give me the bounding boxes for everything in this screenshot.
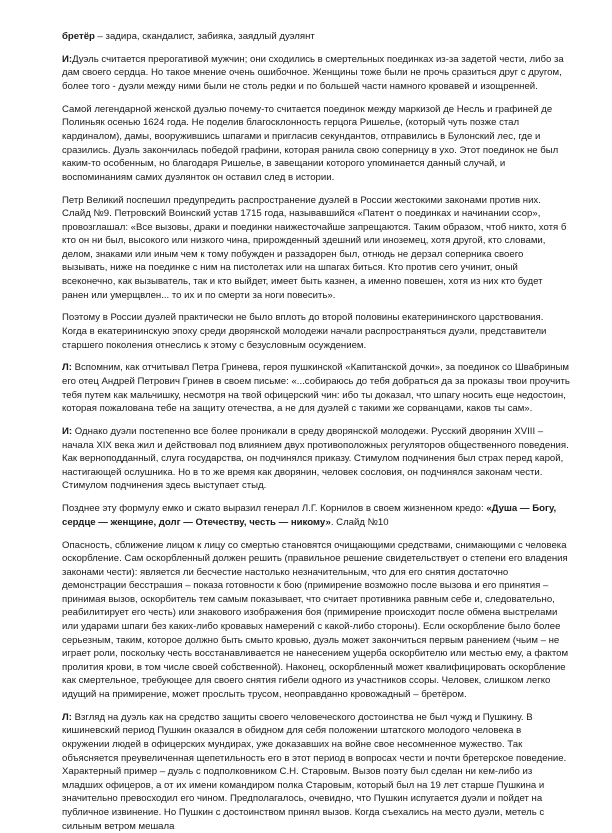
paragraph <box>62 711 570 833</box>
paragraph-text: Опасность, сближение лицом к лицу со смертью становятся очищающими средствами, снимающими с человека оскорбление. Сам оскорбленный должен решить (правильное решение свидетельствует о степени его владения законами чести): является ли бесчестие настолько незначительным, что для его снятия достаточно демонстрации бесстрашия – показа готовности к бою (примирение возможно после вызова и его принятия – принимая вызов, оскорбитель тем самым показывает, что считает противника равным себе и, следовательно, реабилитирует его честь) или знакового изображения боя (примирение происходит после обмена выстрелами или ударами шпаги без каких-либо кровавых намерений с какой-либо стороны). Если оскорбление было более серьезным, таким, которое должно быть смыто кровью, дуэль может закончиться первым ранением (чьим – не играет роли, поскольку честь восстанавливается не нанесением ущерба оскорбителю или местью ему, а фактом пролития крови, в том числе своей собственной). Наконец, оскорбленный может квалифицировать оскорбление как смертельное, требующее для своего снятия гибели одного из участников ссоры. Человек, слишком легко идущий на примирение, может прослыть трусом, неоправданно кровожадный – бретёром. <box>62 539 569 701</box>
speaker-label: И: <box>62 425 73 437</box>
paragraph-text: Самой легендарной женской дуэлью почему-то считается поединок между маркизой де Несль и графиней де Полиньяк осенью 1624 года. Не поделив благосклонность герцога Ришелье, (который чуть позже стал кардиналом), дамы, вооружившись шпагами и пригласив секундантов, отправились в Булонский лес, где и сразились. Дуэль закончилась победой графини, которая ранила свою соперницу в ухо. Этот поединок не был каким-то особенным, но благодаря Ришелье, в завещании которого упоминается данный случай, и воспоминаниям самих дуэлянток он оставил след в истории. <box>62 103 559 183</box>
paragraph <box>62 502 570 529</box>
paragraph <box>62 194 570 303</box>
paragraph-text: Вспомним, как отчитывал Петра Гринева, героя пушкинской «Капитанской дочки», за поединок со Швабриным его отец Андрей Петрович Гринев в своем письме: «...собираюсь до тебя добраться да за проказы твои проучить тебя путем как мальчишку, несмотря на твой офицерский чин: ибо ты доказал, что шпагу носить еще недостоин, которая пожалована тебе на защиту отечества, а не для дуэлей с такими же сорванцами, каков ты сам». <box>62 362 570 415</box>
paragraph-text: Поэтому в России дуэлей практически не было вплоть до второй половины екатерининского царствования. Когда в екатерининскую эпоху среди дворянской молодежи начали распространяться дуэли, представители старшего поколения отнеслись к этому с безусловным осуждением. <box>62 312 547 351</box>
paragraph <box>62 425 570 493</box>
paragraph-text: – задира, скандалист, забияка, заядлый дуэлянт <box>94 31 315 42</box>
paragraph <box>62 53 570 94</box>
bold-term: бретёр <box>62 31 95 42</box>
paragraph-text: Позднее эту формулу емко и сжато выразил генерал Л.Г. Корнилов в своем жизненном кредо: <box>62 503 487 515</box>
paragraph <box>62 361 570 415</box>
paragraph-text: Взгляд на дуэль как на средство защиты своего человеческого достоинства не был чужд и Пушкину. В кишиневский период Пушкин оказался в обидном для себя положении штатского молодого человека в окружении людей в офицерских мундирах, уже доказавших на войне свое несомненное мужество. Так объясняется преувеличенная щепетильность его в этот период в вопросах чести и почти бретерское поведение. Характерный пример – дуэль с подполковником С.Н. Старовым. Вызов поэту был сделан ни кем-либо из младших офицеров, а от их имени командиром полка Старовым, который был на 19 лет старше Пушкина и значительно превосходил его чином. Предполагалось, очевидно, что Пушкин испугается дуэли и пойдет на публичное извинение. Но Пушкин с достоинством принял вызов. Когда съехались на место дуэли, метель с сильным ветром мешала <box>62 711 567 832</box>
speaker-label: Л: <box>62 711 72 723</box>
paragraph <box>62 311 570 352</box>
paragraph-text: Петр Великий поспешил предупредить распространение дуэлей в России жестокими законами против них. Слайд №9. Петровский Воинский устав 1715 года, называвшийся «Патент о поединках и начинании ссор», провозглашал: «Все вызовы, драки и поединки наижесточайше запрещаются. Таким образом, чтоб никто, хотя б кто он ни был, высокого или низкого чина, прирожденный здешний или иноземец, хотя другой, кто словами, делом, знаками или иным чем к тому побужден и раззадорен был, отнюдь не дерзал соперника своего вызывать, ниже на поединке с ним на пистолетах или на шпагах биться. Кто против сего учинит, оный всеконечно, как вызыватель, так и кто выйдет, имеет быть казнен, а именно повешен, хотя из них кто будет ранен или умерщвлен... то их и по смерти за ноги повесить». <box>62 194 567 301</box>
speaker-label: Л: <box>62 362 72 374</box>
definition-paragraph <box>62 30 570 44</box>
paragraph <box>62 103 570 185</box>
paragraph <box>62 539 570 702</box>
speaker-label: И: <box>62 53 73 65</box>
paragraph-text: Дуэль считается прерогативой мужчин; они сходились в смертельных поединках из-за задетой чести, либо за дам своего сердца. Но такое мнение очень ошибочное. Женщины тоже были не прочь сразиться друг с другом, более того - дуэли между ними были не столь редки и по большей части намного кровавей и изощренней. <box>62 53 564 92</box>
bold-quote: «Душа — Богу, сердце — женщине, долг — Отечеству, честь — никому» <box>62 503 557 528</box>
paragraph-text: Однако дуэли постепенно все более проникали в среду дворянской молодежи. Русский дворянин XVIII – начала XIX века жил и действовал под влиянием двух противоположных регуляторов общественного поведения. Как верноподданный, слуга государства, он подчинялся приказу. Стимулом подчинения был страх перед карой, настигающей ослушника. Но в то же время как дворянин, человек сословия, он подчинялся законам чести. Стимулом подчинения здесь выступает стыд. <box>62 425 569 492</box>
paragraph-tail: . Слайд №10 <box>330 516 389 528</box>
